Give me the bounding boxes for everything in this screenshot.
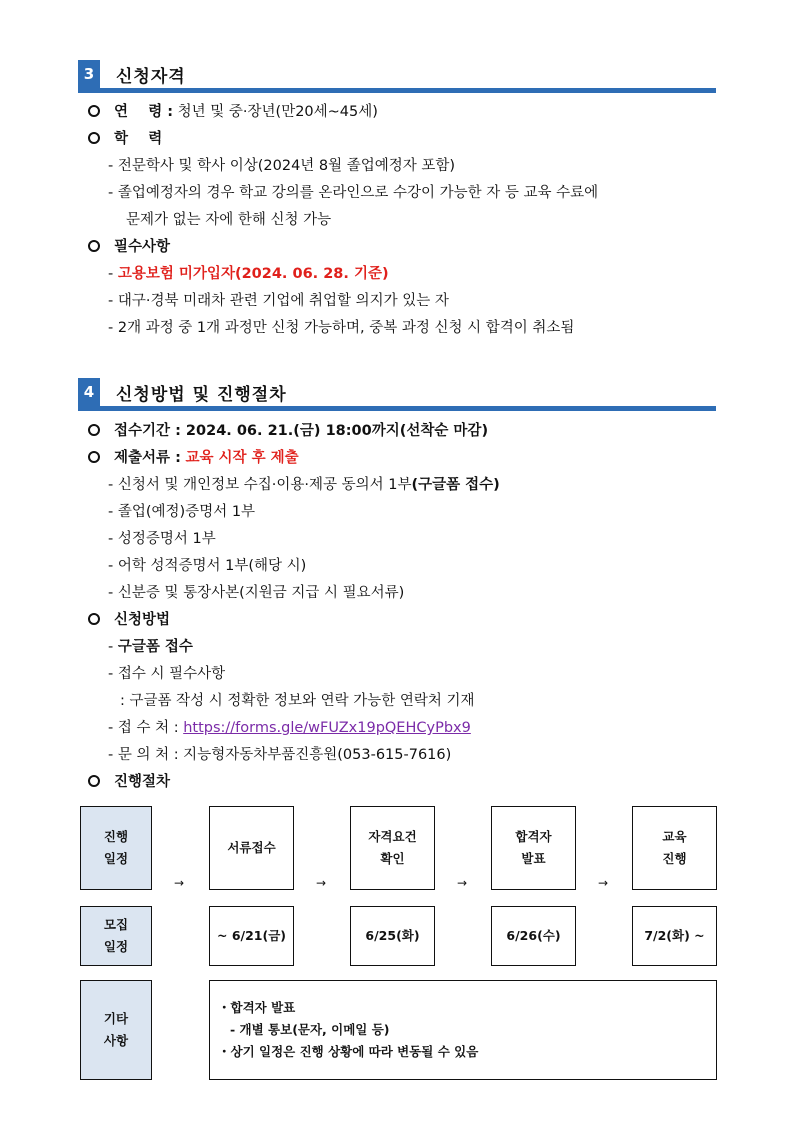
section-rule	[78, 406, 716, 411]
arrow-right-icon: →	[598, 876, 609, 890]
req-item: - 대구·경북 미래차 관련 기업에 취업할 의지가 있는 자	[108, 293, 449, 309]
date-box: ~ 6/21(금)	[209, 906, 294, 966]
edu-item: - 졸업예정자의 경우 학교 강의를 온라인으로 수강이 가능한 자 등 교육 수료에	[108, 185, 599, 201]
section-title: 신청자격	[116, 67, 186, 87]
docs-item: - 어학 성적증명서 1부(해당 시)	[108, 558, 307, 574]
docs-item: - 졸업(예정)증명서 1부	[108, 504, 256, 520]
section-rule	[78, 88, 716, 93]
method-item: - 접수 시 필수사항	[108, 666, 226, 682]
section-3-header	[78, 60, 716, 94]
date-box: 7/2(화) ~	[632, 906, 717, 966]
section-title: 신청방법 및 진행절차	[116, 385, 287, 405]
method-item: - 문 의 처 : 지능형자동차부품진흥원(053-615-7616)	[108, 747, 452, 763]
section-number: 4	[78, 378, 100, 406]
note-line: ・상기 일정은 진행 상황에 따라 변동될 수 있음	[218, 1044, 479, 1059]
row-label-schedule: 진행 일정	[80, 806, 152, 890]
docs-value: 교육 시작 후 제출	[185, 450, 299, 466]
method-row	[88, 610, 170, 630]
circle-bullet-icon	[88, 240, 100, 252]
age-row	[88, 102, 378, 122]
arrow-right-icon: →	[174, 876, 185, 890]
edu-item: - 전문학사 및 학사 이상(2024년 8월 졸업예정자 포함)	[108, 158, 456, 174]
date-box: 6/25(화)	[350, 906, 435, 966]
process-row	[88, 772, 170, 792]
row-label-other: 기타 사항	[80, 980, 152, 1080]
circle-bullet-icon	[88, 132, 100, 144]
circle-bullet-icon	[88, 775, 100, 787]
docs-item: - 성정증명서 1부	[108, 531, 216, 547]
circle-bullet-icon	[88, 105, 100, 117]
docs-row	[88, 448, 299, 468]
method-label: 신청방법	[114, 612, 171, 628]
date-box: 6/26(수)	[491, 906, 576, 966]
period-row	[88, 421, 488, 441]
req-row	[88, 237, 170, 257]
edu-label: 학 력	[114, 131, 163, 147]
docs-label: 제출서류 :	[114, 450, 181, 466]
method-item: : 구글폼 작성 시 정확한 정보와 연락 가능한 연락처 기재	[120, 693, 475, 709]
process-label: 진행절차	[114, 774, 171, 790]
note-line: ・합격자 발표	[218, 1000, 296, 1015]
method-item: - 구글폼 접수	[108, 639, 193, 655]
edu-row	[88, 129, 162, 149]
circle-bullet-icon	[88, 451, 100, 463]
req-item: - 2개 과정 중 1개 과정만 신청 가능하며, 중복 과정 신청 시 합격이 취소됨	[108, 320, 575, 336]
section-number: 3	[78, 60, 100, 88]
step-box: 교육 진행	[632, 806, 717, 890]
note-line: - 개별 통보(문자, 이메일 등)	[230, 1022, 390, 1037]
arrow-right-icon: →	[457, 876, 468, 890]
req-highlight: 고용보험 미가입자(2024. 06. 28. 기준)	[117, 266, 389, 282]
row-label-recruit: 모집 일정	[80, 906, 152, 966]
period-text: 접수기간 : 2024. 06. 21.(금) 18:00까지(선착순 마감)	[114, 423, 489, 439]
step-box: 합격자 발표	[491, 806, 576, 890]
age-value: 청년 및 중·장년(만20세~45세)	[177, 104, 378, 120]
age-label: 연 령 :	[114, 104, 174, 120]
google-form-link[interactable]: https://forms.gle/wFUZx19pQEHCyPbx9	[183, 720, 471, 736]
method-item: - 접 수 처 : https://forms.gle/wFUZx19pQEHCyPbx9	[108, 720, 471, 736]
arrow-right-icon: →	[316, 876, 327, 890]
step-box: 서류접수	[209, 806, 294, 890]
step-box: 자격요건 확인	[350, 806, 435, 890]
req-label: 필수사항	[114, 239, 171, 255]
req-item: - 고용보험 미가입자(2024. 06. 28. 기준)	[108, 266, 389, 282]
circle-bullet-icon	[88, 613, 100, 625]
docs-item: - 신분증 및 통장사본(지원금 지급 시 필요서류)	[108, 585, 405, 601]
edu-item: 문제가 없는 자에 한해 신청 가능	[126, 212, 332, 228]
docs-item: - 신청서 및 개인정보 수집·이용·제공 동의서 1부(구글폼 접수)	[108, 477, 500, 493]
circle-bullet-icon	[88, 424, 100, 436]
section-4-header	[78, 378, 716, 412]
